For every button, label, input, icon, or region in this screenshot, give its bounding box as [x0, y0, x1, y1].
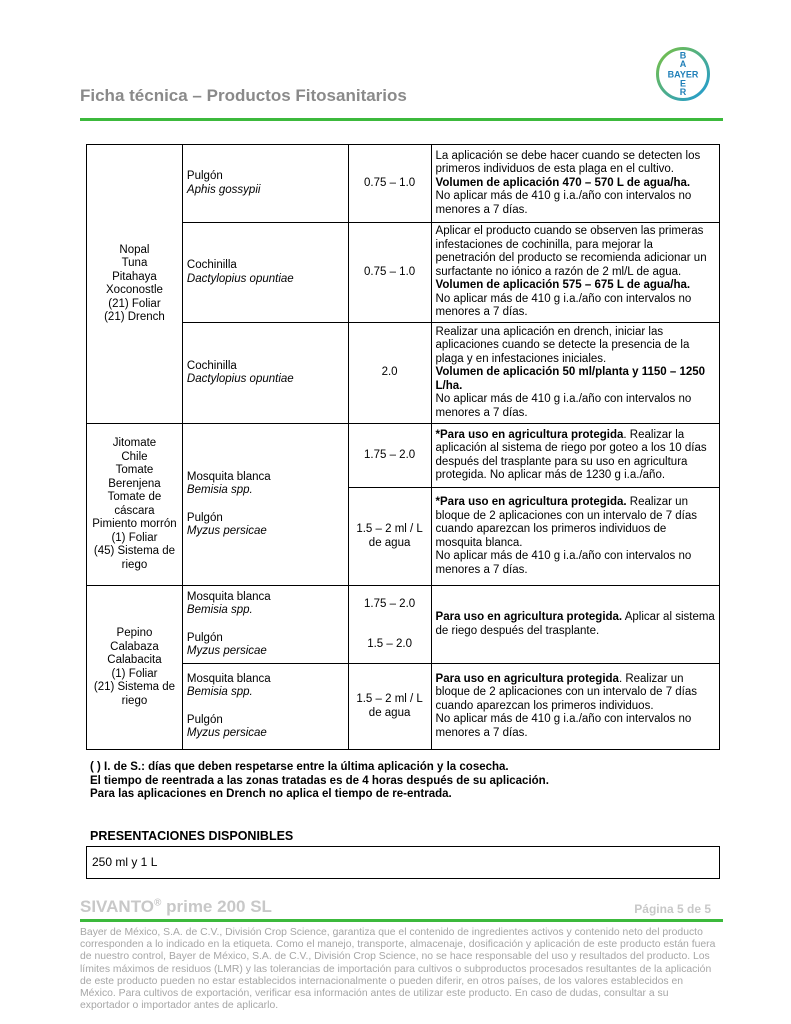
observation-cell: Realizar una aplicación en drench, iniciar las aplicaciones cuando se detecte la presencia de la plaga y en infestaciones iniciales. Volumen de aplicación 50 ml/planta y 1150 – 1250 L/ha. No aplicar más de 410 g i.a./año con intervalos no menores a 7 días. [431, 323, 719, 424]
svg-text:E: E [679, 78, 687, 89]
table-row [87, 323, 720, 424]
dose-cell: 1.5 – 2 ml / L de agua [348, 488, 431, 586]
observation-cell: Para uso en agricultura protegida. Aplicar al sistema de riego después del trasplante. [431, 586, 719, 664]
pest-cell: Mosquita blanca Bemisia spp. Pulgón Myzus persicae [182, 586, 348, 664]
note-line: ( ) I. de S.: días que deben respetarse entre la última aplicación y la cosecha. [90, 761, 509, 773]
table-row [87, 664, 720, 750]
pest-cell: Pulgón Aphis gossypii [182, 145, 348, 223]
observation-cell: Para uso en agricultura protegida. Realizar un bloque de 2 aplicaciones con un intervalo de 7 días cuando aparezcan los primeros individuos. No aplicar más de 410 g i.a./año con intervalos no menores a 7 días. [431, 664, 719, 750]
note-line: Para las aplicaciones en Drench no aplica el tiempo de re-entrada. [90, 788, 452, 800]
table-row [87, 586, 720, 664]
footer-product-name: SIVANTO® prime 200 SL [80, 897, 272, 916]
header-rule [80, 118, 723, 121]
svg-text:BAYER: BAYER [667, 69, 699, 80]
presentations-title: PRESENTACIONES DISPONIBLES [90, 829, 294, 843]
svg-text:A: A [679, 59, 687, 69]
page-number: Página 5 de 5 [634, 902, 711, 916]
pest-cell: Mosquita blanca Bemisia spp. Pulgón Myzus persicae [182, 424, 348, 586]
pest-cell: Cochinilla Dactylopius opuntiae [182, 323, 348, 424]
document-title: Ficha técnica – Productos Fitosanitarios [80, 86, 407, 105]
note-line: El tiempo de reentrada a las zonas tratadas es de 4 horas después de su aplicación. [90, 774, 549, 787]
pest-cell: Cochinilla Dactylopius opuntiae [182, 223, 348, 323]
crop-cell: Jitomate Chile Tomate Berenjena Tomate de cáscara Pimiento morrón (1) Foliar (45) Sistema de riego [87, 424, 183, 586]
observation-cell: La aplicación se debe hacer cuando se detecten los primeros individuos de esta plaga en el cultivo. Volumen de aplicación 470 – 570 L de agua/ha. No aplicar más de 410 g i.a./año con intervalos no menores a 7 días. [431, 145, 719, 223]
crop-cell: Pepino Calabaza Calabacita (1) Foliar (21) Sistema de riego [87, 586, 183, 750]
application-table [86, 144, 720, 750]
dose-cell: 1.75 – 2.0 1.5 – 2.0 [348, 586, 431, 664]
table-row [87, 145, 720, 223]
crop-cell: Nopal Tuna Pitahaya Xoconostle (21) Foliar (21) Drench [87, 145, 183, 424]
dose-cell: 2.0 [348, 323, 431, 424]
observation-cell: *Para uso en agricultura protegida. Realizar la aplicación al sistema de riego por goteo a los 10 días después del trasplante para su uso en agricultura protegida. No aplicar más de 1230 g i.a./año. [431, 424, 719, 488]
dose-cell: 1.5 – 2 ml / L de agua [348, 664, 431, 750]
pest-cell: Mosquita blanca Bemisia spp. Pulgón Myzus persicae [182, 664, 348, 750]
table-row [87, 223, 720, 323]
svg-text:R: R [679, 87, 687, 97]
bayer-logo [655, 46, 711, 102]
footer-rule [80, 919, 723, 922]
table-notes [90, 761, 549, 802]
observation-cell: *Para uso en agricultura protegida. Realizar un bloque de 2 aplicaciones con un intervalo de 7 días cuando aparezcan los primeros individuos de mosquita blanca. No aplicar más de 410 g i.a./año con intervalos no menores a 7 días. [431, 488, 719, 586]
dose-cell: 1.75 – 2.0 [348, 424, 431, 488]
disclaimer-text: Bayer de México, S.A. de C.V., División Crop Science, garantiza que el contenido de ingredientes activos y contenido neto del producto corresponden a lo indicado en la etiqueta. Como el manejo, transporte, almacenaje, dosificación y aplicación de este producto están fuera de nuestro control, Bayer de México, S.A. de C.V., División Crop Science, no se hace responsable del uso y resultados del producto. Los límites máximos de residuos (LMR) y las tolerancias de importación para cultivos o subproductos procesados resultantes de la aplicación de este producto pueden no estar establecidos internacionalmente o pueden diferir, en otros países, de los valores establecidos en México. Para cultivos de exportación, verificar esa información antes de utilizar este producto. En caso de dudas, consultar a su exportador o importador antes de aplicarlo. [80, 927, 716, 1012]
table-row [87, 424, 720, 488]
dose-cell: 0.75 – 1.0 [348, 145, 431, 223]
observation-cell: Aplicar el producto cuando se observen las primeras infestaciones de cochinilla, para mejorar la penetración del producto se recomienda adicionar un surfactante no iónico a razón de 2 ml/L de agua. Volumen de aplicación 575 – 675 L de agua/ha. No aplicar más de 410 g i.a./año con intervalos no menores a 7 días. [431, 223, 719, 323]
dose-cell: 0.75 – 1.0 [348, 223, 431, 323]
svg-text:B: B [679, 50, 687, 61]
presentations-box: 250 ml y 1 L [86, 846, 720, 879]
